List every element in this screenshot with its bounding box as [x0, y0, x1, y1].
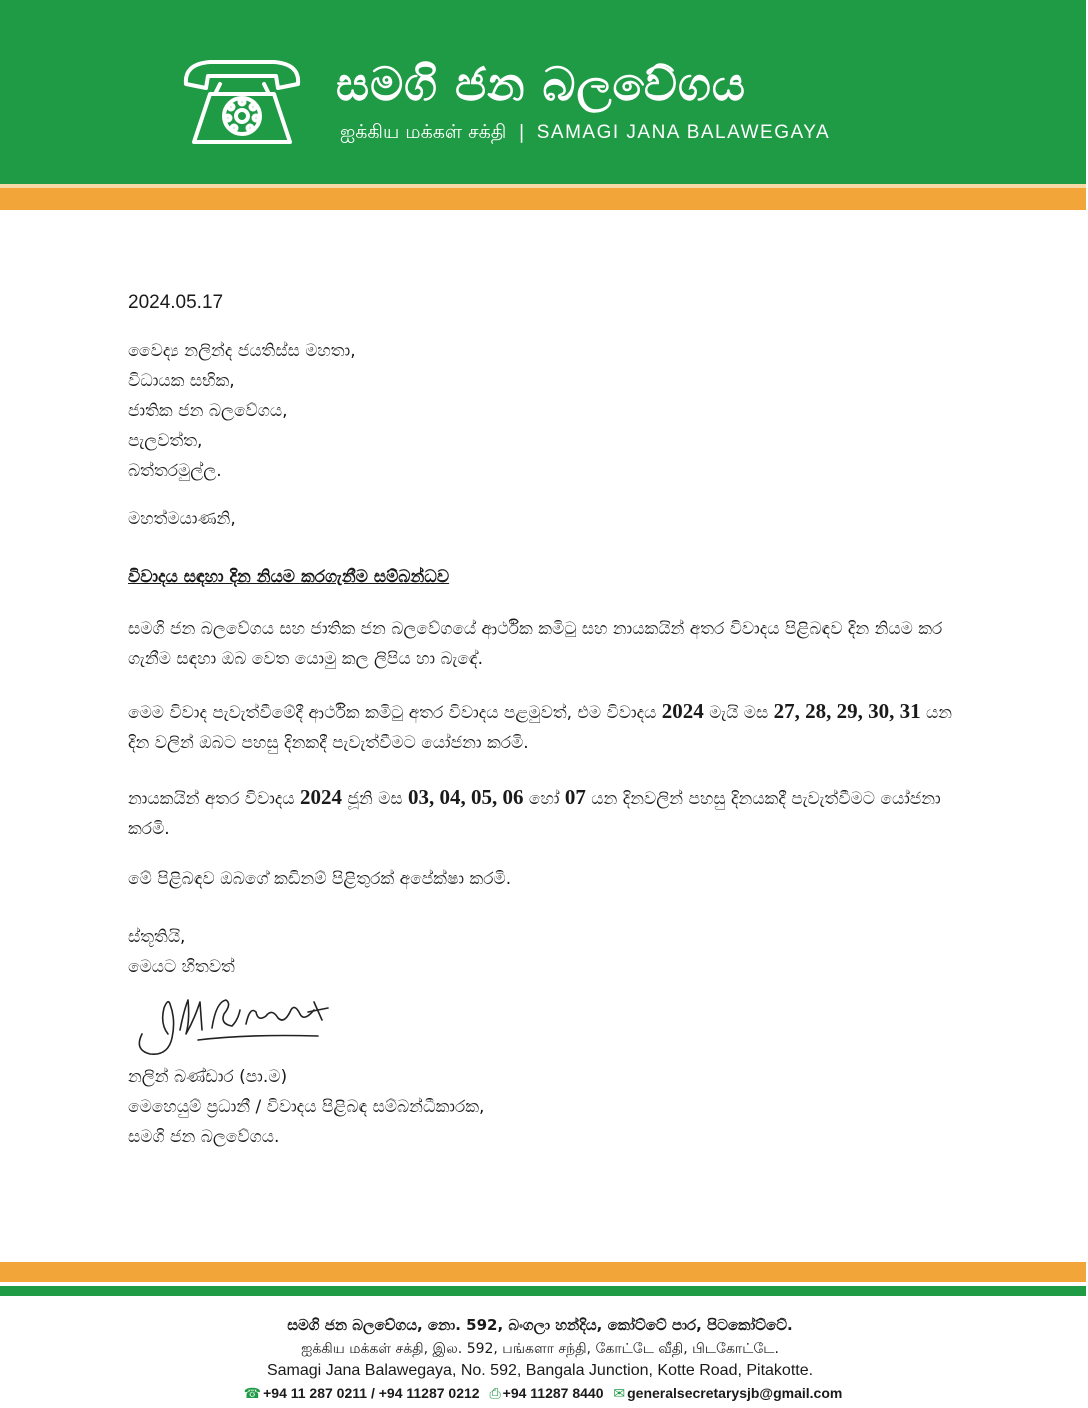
signatory [128, 1062, 968, 1152]
phone-numbers: +94 11 287 0211 / +94 11287 0212 [263, 1385, 480, 1401]
footer-divider-green [0, 1286, 1086, 1296]
footer-english: Samagi Jana Balawegaya, No. 592, Bangala Junction, Kotte Road, Pitakotte. [266, 1362, 814, 1379]
dates: 03, 04, 05, 06 [408, 785, 524, 809]
text: යන දින වලින් ඔබට පහසු දිනකදී පැවැත්වීමට යෝජනා කරමි. [128, 703, 953, 753]
email-address: generalsecretarysjb@gmail.com [627, 1385, 843, 1401]
recipient-line: බත්තරමුල්ල. [128, 461, 222, 481]
recipient-line: වෛද්‍ය නලින්ද ජයතිස්ස මහතා, [128, 341, 356, 361]
text: මෙම විවාද පැවැත්වීමේදී ආර්ථික කමිටු අතර විවාදය පළමුවත්, එම විවාදය [128, 703, 662, 723]
footer-tamil: ஐக்கிய மக்கள் சக்தி, இல. 592, பங்களா சந்தி, கோட்டே வீதி, பிடகோட்டே. [301, 1341, 779, 1357]
text: නායකයින් අතර විවාදය [128, 789, 301, 809]
paragraph-4: මේ පිළිබඳව ඔබගේ කඩිනම් පිළිතුරක් අපේක්ෂා කරමි. [128, 869, 512, 889]
footer-sinhala: සමගි ජන බලවේගය, නො. 592, බංගලා හන්දිය, කෝට්ටේ පාර, පිටකෝට්ටේ. [287, 1316, 793, 1334]
signer-org: සමගි ජන බලවේගය. [128, 1127, 280, 1147]
telephone-icon [180, 54, 304, 150]
text: ජූනි මස [342, 789, 409, 809]
brand-separator: | [518, 121, 525, 143]
footer-divider-orange [0, 1262, 1086, 1282]
fax-number: +94 11287 8440 [502, 1385, 604, 1401]
recipient-line: විධායක සභික, [128, 371, 235, 391]
brand-name: සමගි ජන බලවේගය [336, 57, 746, 111]
brand-subtitle [340, 118, 830, 146]
footer-contacts [180, 1382, 900, 1404]
brand-tamil: ஐக்கிய மக்கள் சக்தி [340, 121, 507, 143]
dates: 27, 28, 29, 30, 31 [773, 699, 921, 723]
paragraph-2 [128, 696, 968, 758]
recipient-line: පැලවත්ත, [128, 431, 203, 451]
year: 2024 [661, 699, 704, 723]
recipient-line: ජාතික ජන බලවේගය, [128, 401, 288, 421]
salutation: මහත්මයාණනි, [128, 509, 236, 529]
closing [128, 922, 968, 982]
date: 07 [564, 785, 586, 809]
text: මැයි මස [703, 703, 774, 723]
brand-english: SAMAGI JANA BALAWEGAYA [536, 122, 831, 143]
paragraph-3 [128, 782, 968, 844]
closing-line: මෙයට හිතවත් [128, 957, 235, 977]
signer-title: මෙහෙයුම් ප්‍රධානී / විවාදය පිළිබඳ සම්බන්ධීකාරක, [128, 1097, 485, 1117]
letter-subject: විවාදය සඳහා දින නියම කරගැනීම සම්බන්ධව [128, 567, 450, 587]
fax-icon: ⎙ [489, 1385, 501, 1401]
phone-icon: ☎ [243, 1385, 262, 1401]
year: 2024 [300, 785, 343, 809]
text: යන දිනවලින් පහසු දිනයකදී පැවැත්වීමට යෝජනා කරමි. [128, 789, 941, 839]
letterhead-banner [0, 0, 1086, 186]
letter-date: 2024.05.17 [128, 292, 224, 313]
text: හෝ [523, 789, 565, 809]
header-divider-orange [0, 188, 1086, 210]
footer-address [180, 1312, 900, 1404]
handwritten-signature [128, 990, 348, 1062]
email-icon: ✉ [613, 1385, 626, 1401]
signer-name: නලින් බණ්ඩාර (පා.ම) [128, 1067, 288, 1087]
paragraph-1: සමගි ජන බලවේගය සහ ජාතික ජන බලවේගයේ ආර්ථික කමිටු සහ නායකයින් අතර විවාදය පිළිබඳව දින නියම කර ගැනීම සඳහා ඔබ වෙත යොමු කල ලිපිය හා බැඳේ. [128, 619, 943, 669]
closing-line: ස්තූතියි, [128, 927, 186, 947]
recipient-address [128, 336, 968, 486]
